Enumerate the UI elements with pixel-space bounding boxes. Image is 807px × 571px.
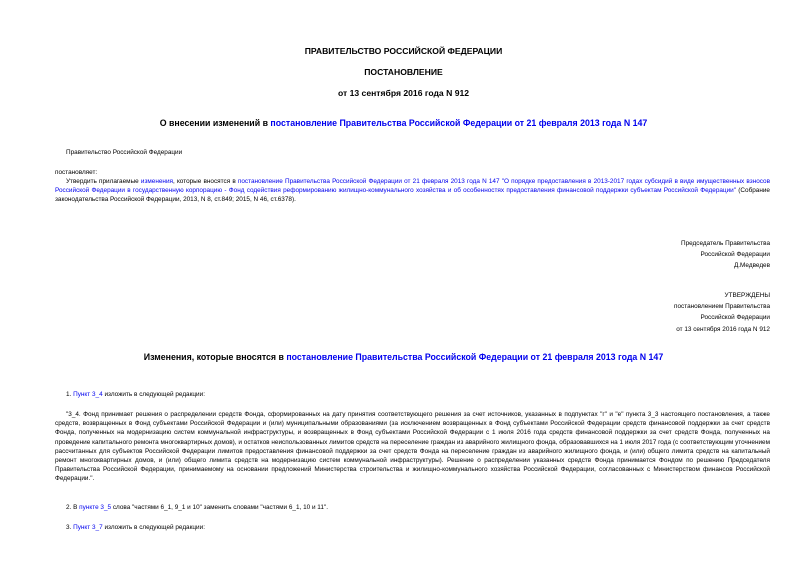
item-2-number: 2. В (66, 504, 80, 511)
clause-3-4-quote: "3_4. Фонд принимает решения о распределении средств Фонда, сформированных на дату принятия соответствующего решения за счет источников, указанных в подпунктах "г" и "е" пункта 3_3 настоящего постановления, а также средств, возвращенных в Фонд субъектами Российской Федерации и (или) муниципальными образованиями (за исключением возвращенных в Фонд субъектами Российской Федерации средств финансовой поддержки за счет средств Фонда, полученных на модернизацию систем коммунальной инфраструктуры, и возвращенных в Фонд субъектами Российской Федерации с 1 июля 2016 года средств финансовой поддержки за счет средств Фонда, полученных на проведение капитального ремонта многоквартирных домов), и остатков неиспользованных лимитов средств на переселение граждан из аварийного жилищного фонда, образовавшихся на 1 июля 2017 года (с соответствующим уточнением рассчитанных для субъектов Российской Федерации лимитов предоставления финансовой поддержки за счет средств Фонда на переселение граждан из аварийного жилищного фонда, и (или) общего лимита средств на капитальный ремонт многоквартирных домов, и (или) общего лимита средств на модернизацию систем коммунальной инфраструктуры). Решение о распределении указанных средств Фонда принимается Фондом по решению Председателя Правительства Российской Федерации, принимаемому на основании предложений Министерства строительства и жилищно-коммунального хозяйства Российской Федерации, согласованных с Министерством финансов Российской Федерации.". (55, 411, 770, 483)
approved-by-line: постановлением Правительства (674, 303, 770, 311)
changes-link[interactable]: изменения (140, 178, 173, 185)
item-2-clause-link[interactable]: пункте 3_5 (79, 504, 112, 511)
document-date-heading: от 13 сентября 2016 года N 912 (337, 88, 470, 98)
resolution-147-link[interactable]: постановление Правительства Российской Федерации от 21 февраля 2013 года N 147 "О порядке предоставления в 2013-2017 годах субсидий в виде имущественных взносов Российской Федерации в государственную корпорацию - Фонд содействия реформированию жилищно-коммунального хозяйства и об особенностях предоставления финансовой поддержки субъектам Российской Федерации" (55, 178, 770, 195)
item-1-text: изложить в следующей редакции: (102, 391, 205, 398)
changes-title-resolution-link[interactable]: постановление Правительства Российской Федерации от 21 февраля 2013 года N 147 (286, 352, 664, 362)
item-1 (66, 390, 205, 399)
document-type-heading: ПОСТАНОВЛЕНИЕ (364, 67, 443, 77)
approval-paragraph (55, 177, 770, 205)
approved-organization: Российской Федерации (700, 314, 770, 322)
signature-name: Д.Медведев (733, 262, 770, 270)
item-3 (66, 523, 205, 532)
government-line: Правительство Российской Федерации (66, 149, 183, 156)
resolves-line: постановляет: (55, 169, 98, 176)
approval-text-a: Утвердить прилагаемые (66, 178, 141, 185)
approved-stamp-block (560, 290, 770, 335)
approved-date: от 13 сентября 2016 года N 912 (676, 325, 770, 333)
changes-title (0, 352, 807, 362)
signature-position: Председатель Правительства (681, 240, 770, 247)
item-3-text: изложить в следующей редакции: (102, 524, 205, 531)
item-1-clause-link[interactable]: Пункт 3_4 (73, 391, 103, 398)
document-title (0, 118, 807, 128)
title-prefix: О внесении изменений в (159, 118, 271, 128)
signature-block (560, 238, 770, 272)
approval-text-c: (Собрание законодательства Российской Федерации, 2013, N 8, ст.849; 2015, N 46, ст.6378). (55, 187, 770, 204)
approved-label: УТВЕРЖДЕНЫ (724, 292, 770, 299)
item-1-number: 1. (66, 391, 74, 398)
approval-text-b: , которые вносятся в (172, 178, 238, 185)
item-2-text: слова "частями 6_1, 9_1 и 10" заменить словами "частями 6_1, 10 и 11". (111, 504, 328, 511)
changes-title-prefix: Изменения, которые вносятся в (143, 352, 287, 362)
title-amended-resolution-link[interactable]: постановление Правительства Российской Федерации от 21 февраля 2013 года N 147 (270, 118, 648, 128)
item-3-clause-link[interactable]: Пункт 3_7 (73, 524, 103, 531)
government-heading: ПРАВИТЕЛЬСТВО РОССИЙСКОЙ ФЕДЕРАЦИИ (304, 46, 503, 56)
signature-organization: Российской Федерации (700, 251, 770, 259)
item-3-number: 3. (66, 524, 74, 531)
item-2 (66, 503, 328, 512)
